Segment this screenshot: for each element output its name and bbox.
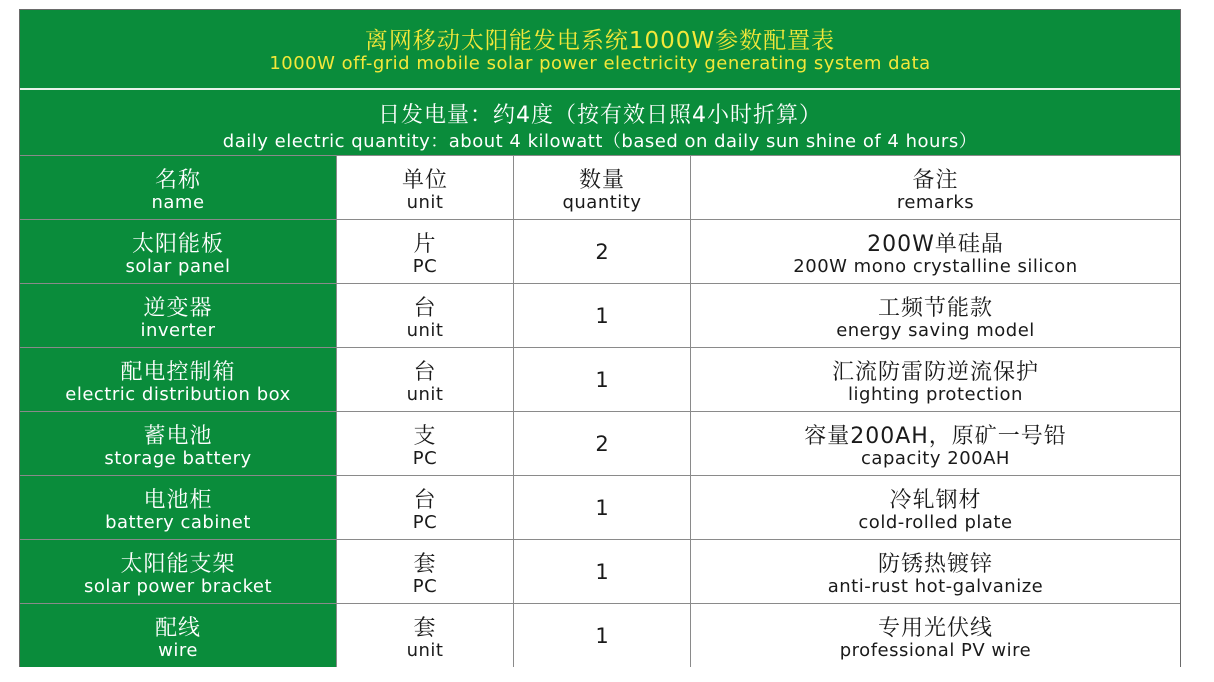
item-remark-en: capacity 200AH: [861, 448, 1010, 469]
item-unit: [336, 348, 513, 411]
item-name-cn: 配电控制箱: [120, 360, 236, 385]
item-unit-cn: 台: [413, 488, 437, 513]
item-quantity: 2: [513, 220, 690, 283]
item-remark-cn: 工频节能款: [877, 296, 993, 321]
item-remark: [690, 540, 1180, 603]
item-unit-en: PC: [412, 576, 438, 597]
item-quantity: 2: [513, 412, 690, 475]
item-remark-cn: 防锈热镀锌: [877, 552, 993, 577]
table-row: [20, 347, 1180, 411]
header-row: [20, 155, 1180, 219]
daily-output-english: daily electric quantity：about 4 kilowatt（based on daily sun shine of 4 hours）: [222, 131, 978, 152]
item-unit-cn: 片: [413, 232, 437, 257]
header-quantity-cn: 数量: [578, 168, 625, 193]
item-remark-cn: 专用光伏线: [877, 616, 993, 641]
item-unit-cn: 套: [413, 552, 437, 577]
item-name-en: solar panel: [125, 256, 231, 277]
header-unit-en: unit: [406, 192, 444, 213]
daily-output-banner: [20, 90, 1180, 155]
header-quantity: [513, 156, 690, 219]
item-quantity: 1: [513, 348, 690, 411]
item-remark-cn: 冷轧钢材: [889, 488, 982, 513]
item-remark: [690, 412, 1180, 475]
header-name-en: name: [151, 192, 205, 213]
item-remark-en: lighting protection: [848, 384, 1023, 405]
item-remark-en: cold-rolled plate: [858, 512, 1013, 533]
parameter-table: [19, 9, 1181, 667]
item-name: [20, 284, 336, 347]
table-row: [20, 283, 1180, 347]
item-remark: [690, 604, 1180, 667]
item-unit: [336, 540, 513, 603]
item-unit-en: unit: [406, 384, 444, 405]
title-english: 1000W off-grid mobile solar power electricity generating system data: [269, 53, 931, 74]
table-row: [20, 603, 1180, 667]
item-unit: [336, 604, 513, 667]
item-unit-en: unit: [406, 640, 444, 661]
header-remarks: [690, 156, 1180, 219]
item-remark-cn: 容量200AH，原矿一号铅: [804, 424, 1067, 449]
item-unit: [336, 476, 513, 539]
header-unit-cn: 单位: [401, 168, 448, 193]
item-quantity: 1: [513, 540, 690, 603]
item-unit-cn: 台: [413, 296, 437, 321]
item-unit-en: unit: [406, 320, 444, 341]
table-row: [20, 411, 1180, 475]
header-remarks-cn: 备注: [912, 168, 959, 193]
item-name-en: wire: [158, 640, 198, 661]
item-name-en: battery cabinet: [105, 512, 251, 533]
item-name-en: inverter: [140, 320, 216, 341]
item-name-cn: 电池柜: [143, 488, 213, 513]
item-unit: [336, 220, 513, 283]
item-unit-cn: 套: [413, 616, 437, 641]
item-remark-en: energy saving model: [836, 320, 1035, 341]
item-remark-cn: 200W单硅晶: [867, 232, 1004, 257]
item-name-en: solar power bracket: [83, 576, 273, 597]
item-remark-en: 200W mono crystalline silicon: [793, 256, 1078, 277]
item-name: [20, 476, 336, 539]
item-unit: [336, 284, 513, 347]
header-remarks-en: remarks: [896, 192, 975, 213]
item-quantity: 1: [513, 284, 690, 347]
item-remark: [690, 284, 1180, 347]
item-name-cn: 逆变器: [143, 296, 213, 321]
item-remark: [690, 220, 1180, 283]
item-unit-en: PC: [412, 256, 438, 277]
item-remark: [690, 476, 1180, 539]
item-name-cn: 太阳能板: [131, 232, 224, 257]
table-title: [20, 10, 1180, 90]
daily-output-chinese: 日发电量：约4度（按有效日照4小时折算）: [378, 103, 822, 128]
table-row: [20, 219, 1180, 283]
item-name-en: electric distribution box: [65, 384, 291, 405]
item-remark-cn: 汇流防雷防逆流保护: [831, 360, 1039, 385]
item-quantity: 1: [513, 604, 690, 667]
item-remark: [690, 348, 1180, 411]
item-unit-en: PC: [412, 512, 438, 533]
item-remark-en: anti-rust hot-galvanize: [827, 576, 1044, 597]
item-quantity: 1: [513, 476, 690, 539]
header-quantity-en: quantity: [562, 192, 642, 213]
item-name-en: storage battery: [104, 448, 252, 469]
header-name: [20, 156, 336, 219]
item-name: [20, 220, 336, 283]
item-name: [20, 604, 336, 667]
item-remark-en: professional PV wire: [839, 640, 1032, 661]
header-unit: [336, 156, 513, 219]
item-name: [20, 412, 336, 475]
title-chinese: 离网移动太阳能发电系统1000W参数配置表: [364, 28, 836, 54]
item-unit-en: PC: [412, 448, 438, 469]
table-row: [20, 475, 1180, 539]
item-name: [20, 348, 336, 411]
table-row: [20, 539, 1180, 603]
item-unit-cn: 支: [413, 424, 437, 449]
item-name-cn: 蓄电池: [143, 424, 213, 449]
item-name-cn: 配线: [154, 616, 201, 641]
item-unit-cn: 台: [413, 360, 437, 385]
header-name-cn: 名称: [154, 168, 201, 193]
item-name-cn: 太阳能支架: [120, 552, 236, 577]
item-name: [20, 540, 336, 603]
item-unit: [336, 412, 513, 475]
